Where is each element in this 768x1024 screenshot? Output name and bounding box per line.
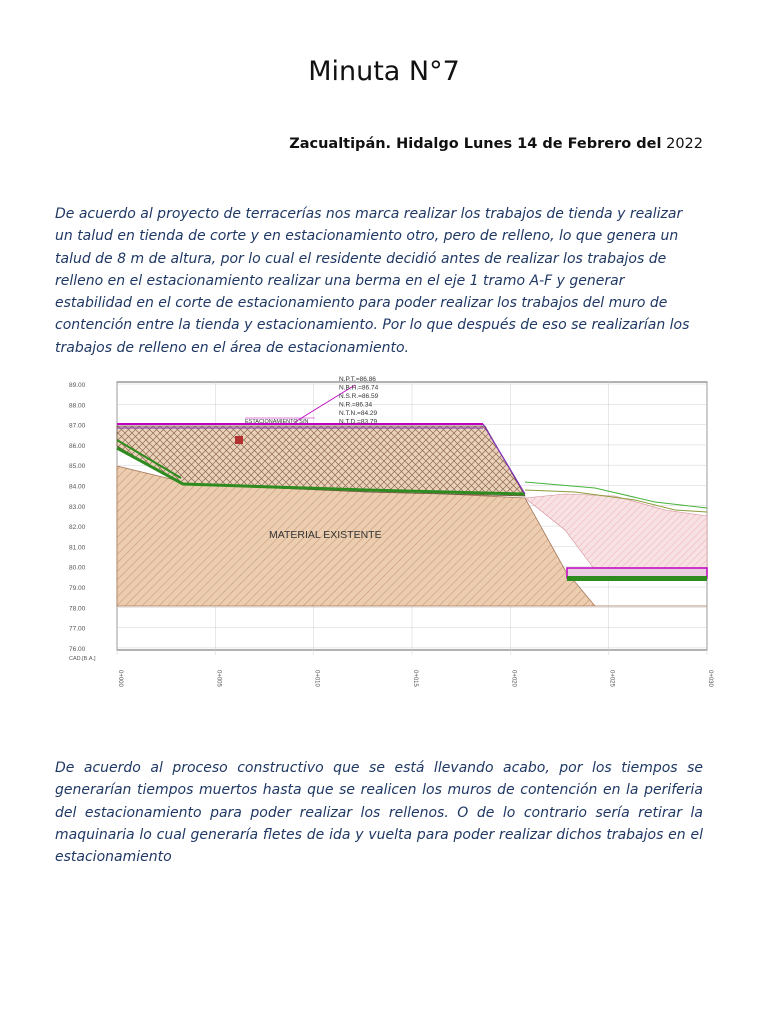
level-note: N.T.D.=83.79 (339, 418, 378, 426)
elevation-label: 89.00 (69, 382, 86, 389)
level-note: N.P.T.=86.86 (339, 376, 376, 383)
cross-section-figure (55, 370, 715, 700)
station-label: 0+000 (117, 670, 123, 687)
paragraph-process: De acuerdo al proceso constructivo que se está llevando acabo, por los tiempos se generarían tiempos muertos hasta que se realicen los muros de contención en la periferia del estacionamiento para poder realizar los rellenos. O de lo contrario sería retirar la maquinaria lo cual generaría fletes de ida y vuelta para poder realizar dichos trabajos en el estacionamiento (55, 760, 703, 866)
elevation-label: 82.00 (69, 524, 86, 532)
elevation-label: 77.00 (69, 625, 86, 633)
elevation-label: 87.00 (69, 422, 86, 430)
elevation-label: 78.00 (69, 605, 86, 613)
elevation-label: 79.00 (69, 585, 86, 592)
station-label: 0+030 (707, 670, 713, 687)
level-note: N.R.=86.34 (339, 401, 373, 409)
elevation-label: 88.00 (69, 402, 86, 410)
level-note: N.B.H.=86.74 (339, 384, 379, 392)
station-label: 0+020 (510, 670, 517, 687)
cross-section-drawing (55, 370, 715, 700)
elevation-label: 76.00 (69, 645, 86, 653)
elevation-label: 80.00 (69, 564, 86, 572)
material-label: MATERIAL EXISTENTE (269, 529, 382, 541)
paragraph-intro: De acuerdo al proyecto de terracerías nos marca realizar los trabajos de tienda y realizar un talud en tienda de corte y en estacionamiento otro, pero de relleno, lo que genera un talud de 8 m de altura, por lo cual el residente decidió antes de realizar los trabajos de relleno en el estacionamiento realizar una berma en el eje 1 tramo A-F y generar estabilidad en el corte de estacionamiento para poder realizar los trabajos del muro de contención entre la tienda y estacionamiento. Por lo que después de eso se realizarían los trabajos de relleno en el área de estacionamiento. (55, 206, 690, 356)
elevation-label: 81.00 (69, 544, 86, 552)
elevation-label: 86.00 (69, 442, 86, 450)
elevation-label: 83.00 (69, 503, 86, 511)
date-year: 2022 (666, 136, 703, 152)
station-label: 0+015 (412, 670, 418, 687)
level-note: N.T.N.=84.29 (339, 410, 378, 417)
document-title: Minuta N°7 (308, 56, 460, 87)
elevation-label: 84.00 (69, 483, 86, 491)
parking-note: ESTACIONAMIENTO S/N (245, 419, 309, 425)
bottom-axis-label: CAD.[B.A.] (69, 656, 96, 662)
marker-point (235, 436, 243, 444)
elevation-label: 85.00 (69, 463, 86, 471)
station-label: 0+010 (313, 670, 320, 687)
date-place: Zacualtipán. Hidalgo Lunes 14 de Febrero del (289, 136, 662, 152)
level-note: N.S.R.=86.59 (339, 393, 379, 400)
station-label: 0+025 (608, 670, 615, 687)
station-label: 0+005 (215, 670, 222, 687)
date-line (289, 136, 703, 152)
